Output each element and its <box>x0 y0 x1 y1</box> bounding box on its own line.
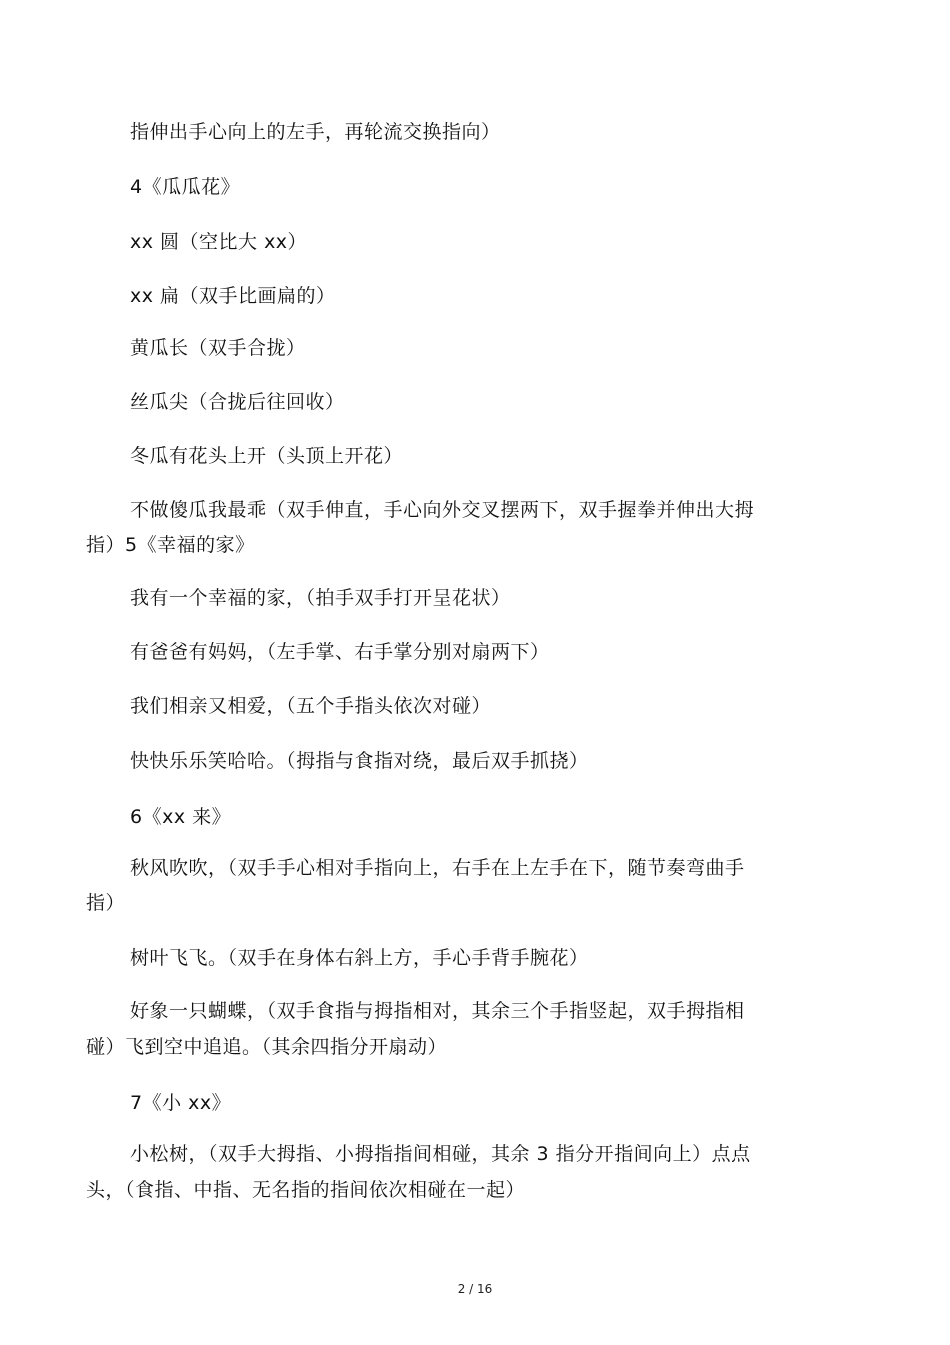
text-line: 指）5《幸福的家》 <box>86 534 255 556</box>
section-heading: 4《瓜瓜花》 <box>130 176 241 198</box>
text-line: 头，（食指、中指、无名指的指间依次相碰在一起） <box>86 1179 526 1201</box>
text-line: 好象一只蝴蝶，（双手食指与拇指相对，其余三个手指竖起，双手拇指相 <box>130 1000 745 1022</box>
text-line: 快快乐乐笑哈哈。（拇指与食指对绕，最后双手抓挠） <box>130 750 589 772</box>
page-number: 2 / 16 <box>457 1282 493 1296</box>
text-line: 黄瓜长（双手合拢） <box>130 337 306 359</box>
text-line: 冬瓜有花头上开（头顶上开花） <box>130 445 404 467</box>
text-line: 指伸出手心向上的左手，再轮流交换指向） <box>130 121 501 143</box>
text-line: 指） <box>86 892 126 914</box>
text-line: 秋风吹吹，（双手手心相对手指向上，右手在上左手在下，随节奏弯曲手 <box>130 857 745 879</box>
text-line: 小松树，（双手大拇指、小拇指指间相碰，其余 3 指分开指间向上）点点 <box>130 1143 751 1165</box>
text-line: 有爸爸有妈妈，（左手掌、右手掌分别对扇两下） <box>130 641 550 663</box>
text-line: 不做傻瓜我最乖（双手伸直，手心向外交叉摆两下，双手握拳并伸出大拇 <box>130 499 755 521</box>
section-heading: 6《xx 来》 <box>130 806 232 828</box>
text-line: 树叶飞飞。（双手在身体右斜上方，手心手背手腕花） <box>130 947 589 969</box>
text-line: xx 扁（双手比画扁的） <box>130 285 336 307</box>
section-heading: 7《小 xx》 <box>130 1092 232 1114</box>
text-line: 碰）飞到空中追追。（其余四指分开扇动） <box>86 1036 448 1058</box>
text-line: xx 圆（空比大 xx） <box>130 231 308 253</box>
text-line: 我有一个幸福的家，（拍手双手打开呈花状） <box>130 587 511 609</box>
text-line: 我们相亲又相爱，（五个手指头依次对碰） <box>130 695 492 717</box>
text-line: 丝瓜尖（合拢后往回收） <box>130 391 345 413</box>
